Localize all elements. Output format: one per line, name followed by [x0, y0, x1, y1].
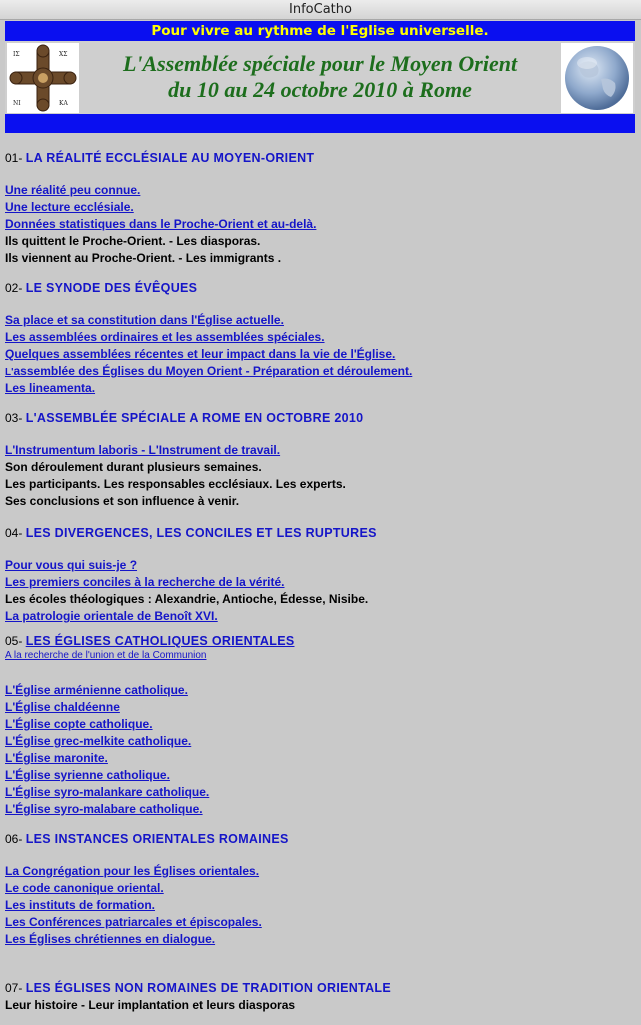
event-title-line1: L'Assemblée spéciale pour le Moyen Orient	[122, 51, 518, 76]
section-number: 04-	[5, 526, 23, 540]
section-number: 03-	[5, 411, 23, 425]
link-item[interactable]: L'Église syro-malankare catholique.	[5, 785, 210, 799]
section-header	[5, 831, 635, 848]
text-item: Leur histoire - Leur implantation et leurs diasporas	[5, 998, 296, 1012]
section-06	[5, 831, 635, 948]
link-item-label: assemblée des Églises du Moyen Orient - Préparation et déroulement.	[13, 364, 413, 378]
tagline-text: Pour vivre au rythme de l'Eglise universelle.	[151, 23, 489, 39]
text-item: Les participants. Les responsables ecclésiaux. Les experts.	[5, 477, 346, 491]
link-item[interactable]: Les premiers conciles à la recherche de la vérité.	[5, 575, 285, 589]
text-item: Les écoles théologiques : Alexandrie, Antioche, Édesse, Nisibe.	[5, 592, 369, 606]
section-header	[5, 150, 635, 167]
section-04	[5, 525, 635, 625]
link-item[interactable]: L'Église arménienne catholique.	[5, 683, 188, 697]
link-item[interactable]: Les assemblées ordinaires et les assemblées spéciales.	[5, 330, 325, 344]
text-item: Ils quittent le Proche-Orient. - Les diasporas.	[5, 234, 261, 248]
link-item[interactable]: L'Église maronite.	[5, 751, 108, 765]
link-item[interactable]: Sa place et sa constitution dans l'Église actuelle.	[5, 313, 284, 327]
link-item[interactable]: Quelques assemblées récentes et leur impact dans la vie de l'Église.	[5, 347, 396, 361]
section-header	[5, 980, 635, 997]
section-title: LE SYNODE DES ÉVÊQUES	[25, 281, 198, 295]
section-02	[5, 280, 635, 397]
event-title	[85, 51, 555, 103]
section-title: LA RÉALITÉ ECCLÉSIALE AU MOYEN-ORIENT	[25, 151, 315, 165]
section-07	[5, 980, 635, 1014]
tagline-banner	[5, 21, 635, 41]
link-item[interactable]: L'Église chaldéenne	[5, 700, 120, 714]
section-03	[5, 410, 635, 510]
header-bottom-strip	[5, 114, 635, 133]
section-header	[5, 633, 635, 650]
section-subtitle-link[interactable]: A la recherche de l'union et de la Communion	[5, 650, 207, 661]
link-item[interactable]: La Congrégation pour les Églises orientales.	[5, 864, 260, 878]
link-item[interactable]: Les instituts de formation.	[5, 898, 156, 912]
text-item: Ils viennent au Proche-Orient. - Les immigrants .	[5, 251, 282, 265]
section-number: 06-	[5, 832, 23, 846]
section-05	[5, 633, 635, 818]
link-item[interactable]: Les Églises chrétiennes en dialogue.	[5, 932, 216, 946]
link-item[interactable]: Une réalité peu connue.	[5, 183, 141, 197]
section-header	[5, 280, 635, 297]
link-item[interactable]: L'Église grec-melkite catholique.	[5, 734, 192, 748]
link-item[interactable]: L'Instrumentum laboris - L'Instrument de travail.	[5, 443, 281, 457]
link-item[interactable]: La patrologie orientale de Benoît XVI.	[5, 609, 218, 623]
section-title: LES INSTANCES ORIENTALES ROMAINES	[25, 832, 289, 846]
text-item: Son déroulement durant plusieurs semaines.	[5, 460, 262, 474]
event-title-line2: du 10 au 24 octobre 2010 à Rome	[168, 77, 472, 102]
text-item: Ses conclusions et son influence à venir.	[5, 494, 240, 508]
logo-text-4: ΚΑ	[59, 100, 68, 107]
section-title: L'ASSEMBLÉE SPÉCIALE A ROME EN OCTOBRE 2010	[25, 411, 364, 425]
link-item[interactable]: Le code canonique oriental.	[5, 881, 164, 895]
section-header	[5, 525, 635, 542]
section-title-link[interactable]: LES ÉGLISES CATHOLIQUES ORIENTALES	[25, 634, 295, 648]
link-item[interactable]: L'Église syrienne catholique.	[5, 768, 170, 782]
section-number: 01-	[5, 151, 23, 165]
window-titlebar	[0, 0, 641, 20]
link-item[interactable]: Les lineamenta.	[5, 381, 96, 395]
logo-text-2: ΧΣ	[59, 51, 68, 58]
logo-text-3: ΝΙ	[13, 100, 21, 107]
link-item[interactable]	[5, 363, 635, 380]
main-content	[5, 150, 635, 1014]
globe-logo	[561, 43, 633, 113]
logo-text-1: ΙΣ	[13, 51, 20, 58]
section-number: 02-	[5, 281, 23, 295]
link-item[interactable]: L'Église syro-malabare catholique.	[5, 802, 203, 816]
link-item-prefix: L'	[5, 367, 14, 378]
link-item[interactable]	[5, 216, 635, 233]
section-number: 07-	[5, 981, 23, 995]
section-header	[5, 410, 635, 427]
section-01	[5, 150, 635, 267]
link-item[interactable]: Une lecture ecclésiale.	[5, 200, 134, 214]
link-item[interactable]: Les Conférences patriarcales et épiscopales.	[5, 915, 262, 929]
section-title: LES DIVERGENCES, LES CONCILES ET LES RUPTURES	[25, 526, 377, 540]
link-item-label: Données statistiques dans le Proche-Orient et au-delà.	[5, 217, 317, 231]
window-title: InfoCatho	[289, 2, 352, 17]
link-item[interactable]: Pour vous qui suis-je ?	[5, 558, 138, 572]
coptic-cross-logo	[7, 43, 79, 113]
section-number: 05-	[5, 634, 23, 648]
header-banner	[5, 41, 635, 114]
section-title: LES ÉGLISES NON ROMAINES DE TRADITION ORIENTALE	[25, 981, 391, 995]
link-item[interactable]: L'Église copte catholique.	[5, 717, 153, 731]
